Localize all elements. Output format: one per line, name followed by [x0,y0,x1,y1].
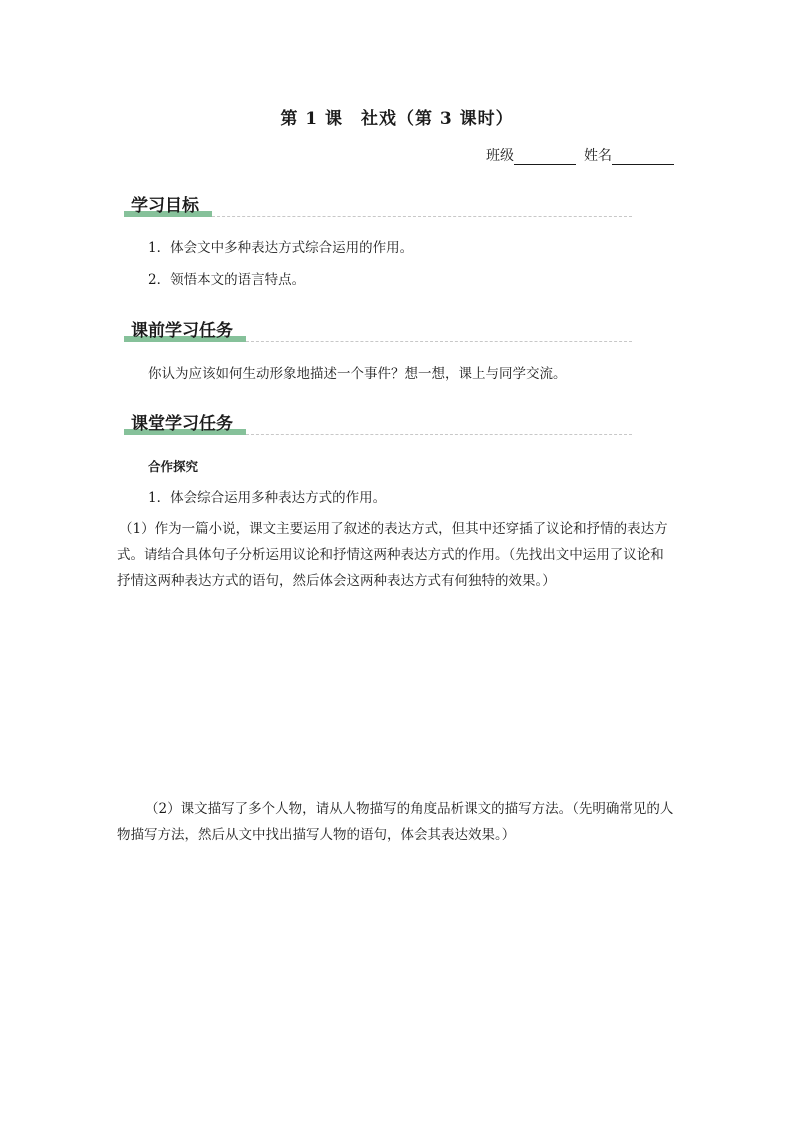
class-label: 班级 [486,148,514,164]
class-name-line [486,145,674,165]
name-label: 姓名 [584,148,612,164]
question-2-text: （2）课文描写了多个人物，请从人物描写的角度品析课文的描写方法。（先明确常见的人物描写方法，然后从文中找出描写人物的语句，体会其表达效果。） [117,801,674,843]
name-blank[interactable] [612,150,674,165]
page-title: 第 1 课 社戏（第 3 课时） [280,109,514,129]
section-header-classroom [124,412,632,442]
classroom-item-1: 1．体会综合运用多种表达方式的作用。 [148,490,387,506]
goal-item-2: 2．领悟本文的语言特点。 [148,272,306,288]
section-divider [212,216,632,217]
section-label: 课堂学习任务 [131,414,233,434]
question-1-text: （1）作为一篇小说，课文主要运用了叙述的表达方式，但其中还穿插了议论和抒情的表达方式。请结合具体句子分析运用议论和抒情这两种表达方式的作用。（先找出文中运用了议论和抒情这两种表达方式的语句，然后体会这两种表达方式有何独特的效果。） [117,521,668,589]
section-header-goals [124,194,632,224]
section-header-pre-task [124,319,632,349]
section-divider [246,341,632,342]
goal-item-1: 1．体会文中多种表达方式综合运用的作用。 [148,240,414,256]
pre-task-text: 你认为应该如何生动形象地描述一个事件？想一想，课上与同学交流。 [148,366,567,382]
class-blank[interactable] [514,150,576,165]
sub-title-cooperative: 合作探究 [148,459,199,474]
section-label: 课前学习任务 [131,321,233,341]
section-label: 学习目标 [131,196,199,216]
section-divider [246,434,632,435]
question-2 [117,796,677,848]
question-1 [117,516,677,594]
